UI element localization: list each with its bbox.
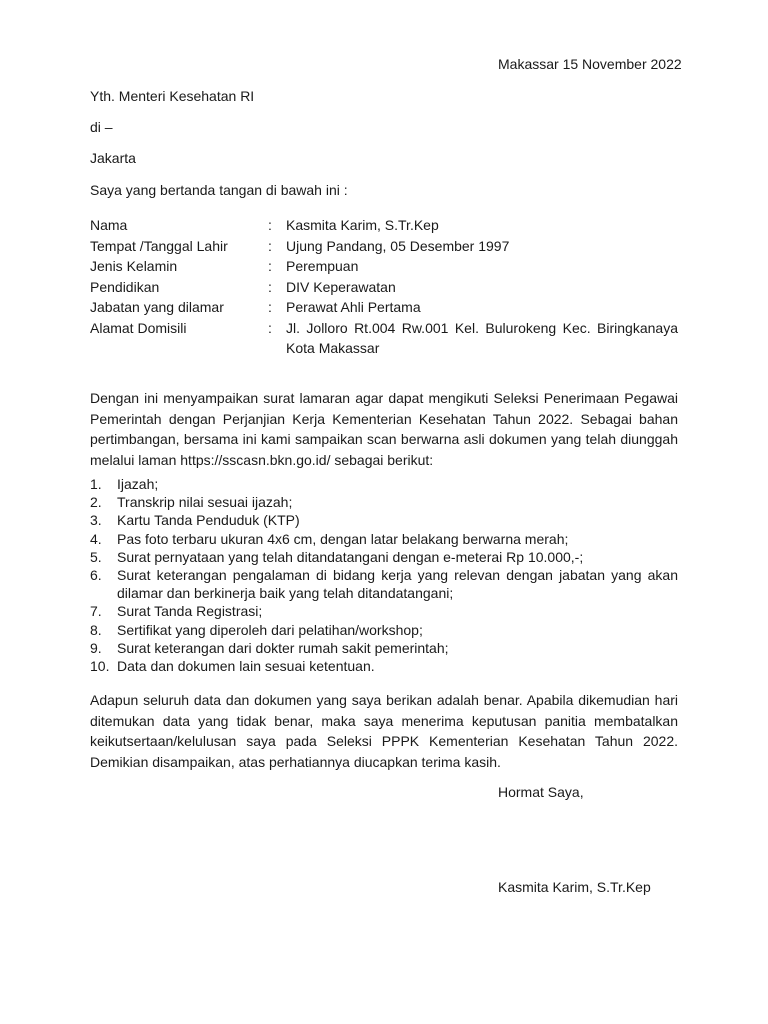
identity-row-gender — [90, 256, 678, 277]
identity-row-education — [90, 277, 678, 298]
list-item — [90, 657, 678, 675]
place-date: Makassar 15 November 2022 — [498, 56, 682, 72]
document-list — [90, 475, 678, 675]
recipient-di: di – — [90, 119, 113, 135]
list-number: 4. — [90, 530, 102, 547]
list-item — [90, 548, 678, 566]
list-text: Kartu Tanda Penduduk (KTP) — [117, 512, 300, 529]
statement-paragraph: Adapun seluruh data dan dokumen yang saya berikan adalah benar. Apabila dikemudian hari ditemukan data yang tidak benar, maka saya menerima keputusan panitia membatalkan keikutsertaan/kelulusan saya pada Seleksi PPPK Kementerian Kesehatan Tahun 2022. Demikian disampaikan, atas perhatiannya diucapkan terima kasih. — [90, 692, 678, 770]
list-item — [90, 475, 678, 493]
intro-line: Saya yang bertanda tangan di bawah ini : — [90, 182, 348, 198]
identity-label: Alamat Domisili — [90, 319, 187, 336]
list-text: Surat Tanda Registrasi; — [117, 603, 263, 620]
list-text: Sertifikat yang diperoleh dari pelatihan/workshop; — [117, 621, 423, 638]
list-number: 6. — [90, 567, 102, 584]
identity-colon: : — [268, 319, 272, 336]
identity-table — [90, 215, 678, 359]
list-number: 10. — [90, 658, 110, 675]
identity-value: Kasmita Karim, S.Tr.Kep — [286, 217, 439, 233]
identity-row-nama — [90, 215, 678, 236]
identity-colon: : — [268, 237, 272, 254]
list-number: 9. — [90, 639, 102, 656]
identity-row-address — [90, 318, 678, 359]
application-paragraph: Dengan ini menyampaikan surat lamaran agar dapat mengikuti Seleksi Penerimaan Pegawai Pemerintah dengan Perjanjian Kerja Kementerian Kesehatan Tahun 2022. Sebagai bahan pertimbangan, bersama ini kami sampaikan scan berwarna asli dokumen yang telah diunggah melalui laman https://sscasn.bkn.go.id/ sebagai berikut: — [90, 390, 678, 468]
identity-row-birth — [90, 236, 678, 257]
list-item — [90, 621, 678, 639]
identity-value: Jl. Jolloro Rt.004 Rw.001 Kel. Bulurokeng Kec. Biringkanaya Kota Makassar — [286, 319, 678, 356]
identity-value: Perawat Ahli Pertama — [286, 299, 421, 315]
identity-label: Jenis Kelamin — [90, 258, 178, 274]
identity-label: Tempat /Tanggal Lahir — [90, 237, 228, 254]
list-item — [90, 566, 678, 602]
list-text: Ijazah; — [117, 476, 159, 492]
identity-label: Jabatan yang dilamar — [90, 299, 224, 315]
signer-name: Kasmita Karim, S.Tr.Kep — [498, 879, 651, 895]
list-number: 3. — [90, 512, 102, 529]
list-number: 8. — [90, 621, 102, 638]
list-item — [90, 511, 678, 529]
list-number: 1. — [90, 476, 102, 492]
list-number: 2. — [90, 494, 102, 511]
recipient: Yth. Menteri Kesehatan RI — [90, 88, 255, 104]
list-item — [90, 639, 678, 657]
closing-salutation: Hormat Saya, — [498, 784, 584, 800]
recipient-city: Jakarta — [90, 150, 136, 166]
list-number: 5. — [90, 548, 102, 565]
identity-value: DIV Keperawatan — [286, 278, 396, 295]
identity-label: Nama — [90, 217, 128, 233]
list-item — [90, 530, 678, 548]
list-number: 7. — [90, 603, 102, 620]
list-item — [90, 493, 678, 511]
list-text: Surat keterangan dari dokter rumah sakit pemerintah; — [117, 639, 449, 656]
list-text: Transkrip nilai sesuai ijazah; — [117, 494, 293, 511]
identity-label: Pendidikan — [90, 278, 160, 295]
identity-colon: : — [268, 217, 272, 233]
list-text: Surat keterangan pengalaman di bidang kerja yang relevan dengan jabatan yang akan dilamar dan berkinerja baik yang telah ditandatangani; — [117, 567, 678, 602]
identity-colon: : — [268, 278, 272, 295]
list-item — [90, 602, 678, 620]
list-text: Pas foto terbaru ukuran 4x6 cm, dengan latar belakang berwarna merah; — [117, 530, 569, 547]
identity-row-position — [90, 297, 678, 318]
identity-value: Perempuan — [286, 258, 359, 274]
identity-value: Ujung Pandang, 05 Desember 1997 — [286, 237, 510, 254]
list-text: Surat pernyataan yang telah ditandatangani dengan e-meterai Rp 10.000,-; — [117, 548, 584, 565]
identity-colon: : — [268, 258, 272, 274]
list-text: Data dan dokumen lain sesuai ketentuan. — [117, 658, 375, 675]
identity-colon: : — [268, 299, 272, 315]
